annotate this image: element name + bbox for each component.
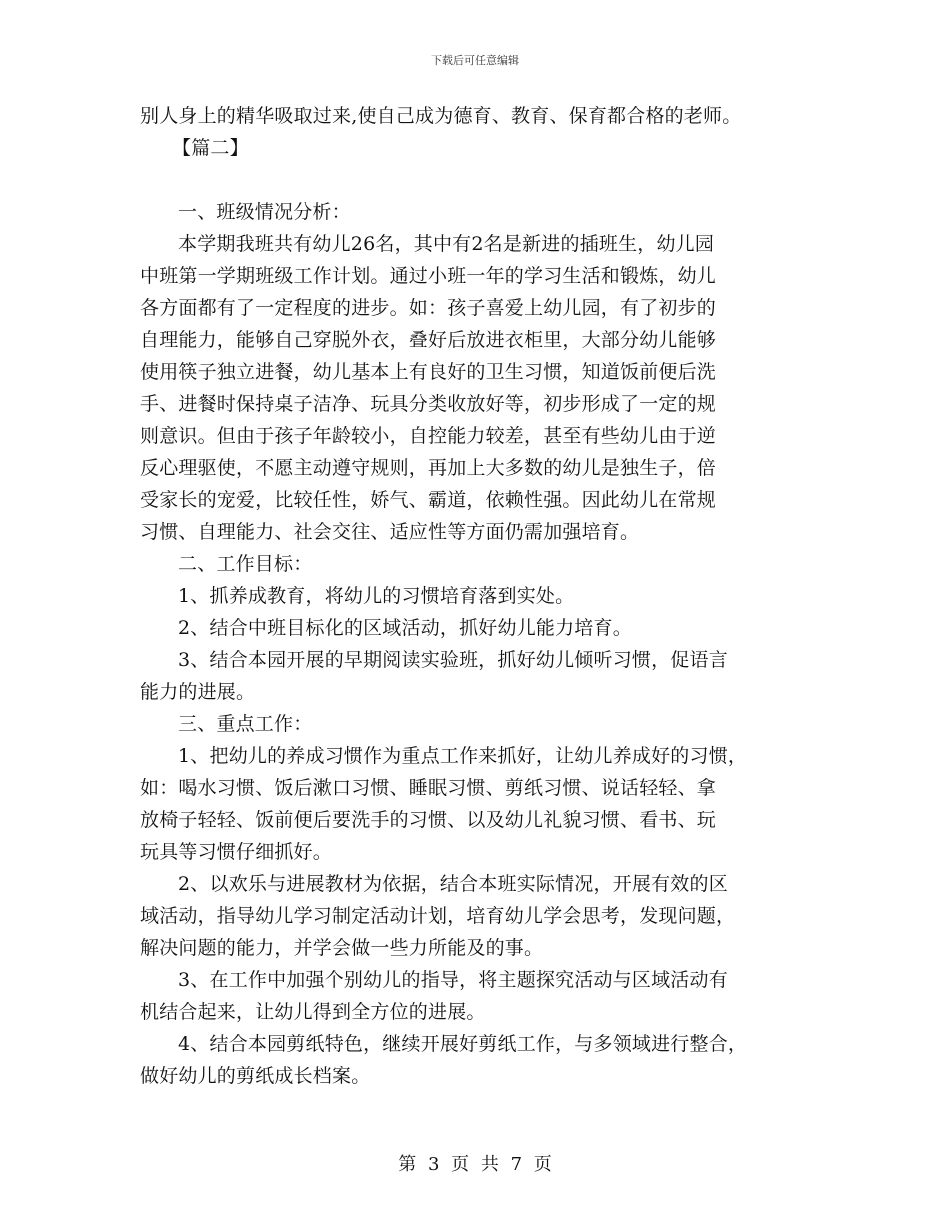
paragraph-line: 做好幼儿的剪纸成长档案。 — [140, 1065, 371, 1087]
page-footer: 第 3 页 共 7 页 — [398, 1154, 552, 1175]
paragraph-line: 习惯、自理能力、社会交往、适应性等方面仍需加强培育。 — [140, 521, 640, 543]
list-item: 4、结合本园剪纸特色，继续开展好剪纸工作，与多领域进行整合， — [178, 1033, 748, 1055]
list-item: 3、在工作中加强个别幼儿的指导，将主题探究活动与区域活动有 — [178, 969, 728, 991]
paragraph-line: 使用筷子独立进餐，幼儿基本上有良好的卫生习惯，知道饭前便后洗 — [140, 361, 717, 383]
paragraph-line: 玩具等习惯仔细抓好。 — [140, 841, 333, 863]
paragraph-line: 机结合起来，让幼儿得到全方位的进展。 — [140, 1001, 486, 1023]
list-item: 3、结合本园开展的早期阅读实验班，抓好幼儿倾听习惯，促语言 — [178, 649, 728, 671]
paragraph-line: 如：喝水习惯、饭后漱口习惯、睡眠习惯、剪纸习惯、说话轻轻、拿 — [140, 777, 717, 799]
paragraph-line: 则意识。但由于孩子年龄较小，自控能力较差，甚至有些幼儿由于逆 — [140, 425, 717, 447]
section-heading: 一、班级情况分析： — [178, 201, 351, 223]
paragraph-line: 别人身上的精华吸取过来,使自己成为德育、教育、保育都合格的老师。 — [140, 105, 742, 127]
paragraph-line: 自理能力，能够自己穿脱外衣，叠好后放进衣柜里，大部分幼儿能够 — [140, 329, 717, 351]
page-header: 下载后可任意编辑 — [431, 54, 519, 67]
paragraph-line: 本学期我班共有幼儿26名，其中有2名是新进的插班生，幼儿园 — [178, 233, 715, 255]
paragraph-line: 能力的进展。 — [140, 681, 256, 703]
list-item: 2、以欢乐与进展教材为依据，结合本班实际情况，开展有效的区 — [178, 873, 728, 895]
list-item: 1、把幼儿的养成习惯作为重点工作来抓好，让幼儿养成好的习惯， — [178, 745, 748, 767]
blank-line — [140, 164, 820, 196]
document-body — [140, 100, 820, 1092]
section-heading: 【篇二】 — [172, 137, 249, 159]
paragraph-line: 反心理驱使，不愿主动遵守规则，再加上大多数的幼儿是独生子，倍 — [140, 457, 717, 479]
paragraph-line: 中班第一学期班级工作计划。通过小班一年的学习生活和锻炼，幼儿 — [140, 265, 717, 287]
paragraph-line: 域活动，指导幼儿学习制定活动计划，培育幼儿学会思考，发现问题， — [140, 905, 736, 927]
paragraph-line: 解决问题的能力，并学会做一些力所能及的事。 — [140, 937, 544, 959]
paragraph-line: 受家长的宠爱，比较任性，娇气、霸道，依赖性强。因此幼儿在常规 — [140, 489, 717, 511]
paragraph-line: 手、进餐时保持桌子洁净、玩具分类收放好等，初步形成了一定的规 — [140, 393, 717, 415]
paragraph-line: 放椅子轻轻、饭前便后要洗手的习惯、以及幼儿礼貌习惯、看书、玩 — [140, 809, 717, 831]
section-heading: 三、重点工作： — [178, 713, 313, 735]
paragraph-line: 各方面都有了一定程度的进步。如：孩子喜爱上幼儿园，有了初步的 — [140, 297, 717, 319]
list-item: 2、结合中班目标化的区域活动，抓好幼儿能力培育。 — [178, 617, 632, 639]
list-item: 1、抓养成教育，将幼儿的习惯培育落到实处。 — [178, 585, 575, 607]
section-heading: 二、工作目标： — [178, 553, 313, 575]
